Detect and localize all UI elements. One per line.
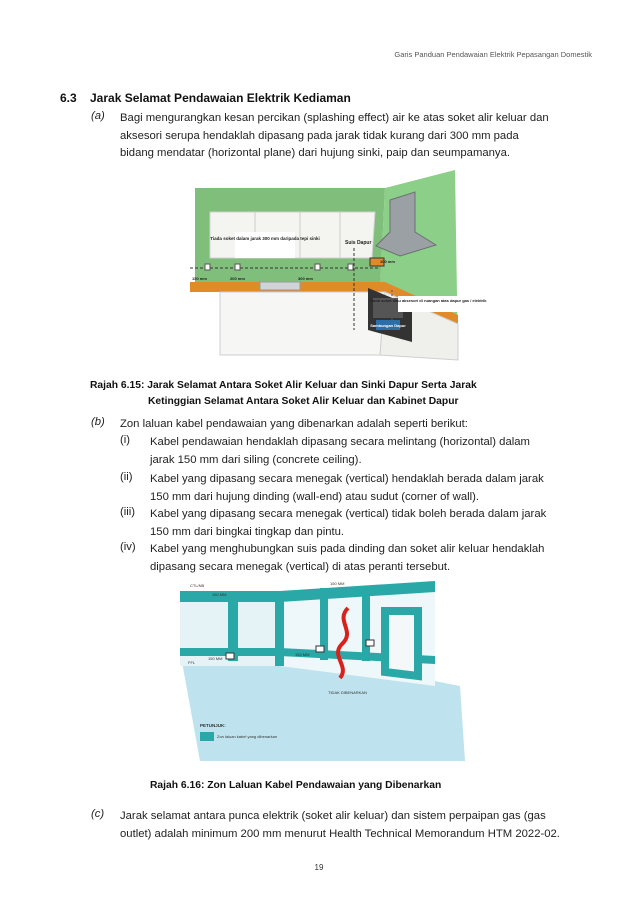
para-c-line-2: outlet) adalah minimum 200 mm menurut Health Technical Memorandum HTM 2022-02. (120, 827, 560, 840)
item-iii-line-2: 150 mm dari bingkai tingkap dan pintu. (150, 525, 345, 538)
item-iv-number: (iv) (120, 541, 136, 553)
label-100mm: 100 mm (380, 259, 395, 264)
para-a-label: (a) (91, 110, 105, 122)
label-tidak-dibenarkan: TIDAK DIBENARKAN (328, 690, 367, 695)
label-gas-note: Tiada soket atau aksesori di ruangan atas dapur gas / elektrik (369, 298, 487, 303)
lower-cabinets (220, 292, 385, 355)
doorway (385, 611, 418, 676)
para-c-label: (c) (91, 808, 105, 820)
section-number: 6.3 (60, 91, 77, 105)
item-iii-number: (iii) (120, 506, 136, 518)
para-a-line-2: aksesori serupa hendaklah dipasang pada jarak tidak kurang dari 300 mm pada (120, 129, 519, 142)
label-sambungan-dapur: Sambungan Dapur (370, 323, 406, 328)
label-300mm: 300 mm (298, 276, 313, 281)
label-150mm-c: 150 MM (295, 652, 310, 657)
para-a-line-3: bidang mendatar (horizontal plane) dari hujung sinki, paip dan seumpamanya. (120, 147, 510, 159)
label-150mm: 150 mm (192, 276, 207, 281)
item-i-line-1: Kabel pendawaian hendaklah dipasang secara melintang (horizontal) dalam (150, 436, 530, 448)
label-sink-note: Tiada soket dalam jarak 300 mm daripada tepi sinki (210, 236, 320, 241)
item-i-number: (i) (120, 434, 131, 446)
item-i-line-2: jarak 150 mm dari siling (concrete ceiling). (150, 453, 362, 466)
vertical-cable-zone-1 (228, 591, 238, 661)
para-b-label: (b) (91, 416, 105, 428)
section-title: Jarak Selamat Pendawaian Elektrik Kediaman (90, 91, 351, 105)
cable-zone-illustration (180, 576, 470, 766)
item-ii-line-1: Kabel yang dipasang secara menegak (vertical) hendaklah berada dalam jarak (150, 473, 544, 485)
caption-615-line-2: Ketinggian Selamat Antara Soket Alir Keluar dan Kabinet Dapur (148, 396, 459, 407)
para-b-intro: Zon laluan kabel pendawaian yang dibenarkan adalah seperti berikut: (120, 418, 468, 430)
running-header: Garis Panduan Pendawaian Elektrik Pepasangan Domestik (394, 50, 592, 59)
legend-text: Zon laluan kabel yang dibenarkan (217, 734, 278, 739)
item-i (150, 434, 580, 469)
item-iii-line-1: Kabel yang dipasang secara menegak (vertical) tidak boleh berada dalam jarak (150, 508, 547, 520)
para-c-line-1: Jarak selamat antara punca elektrik (soket alir keluar) dan sistem perpaipan gas (gas (120, 810, 546, 822)
label-150mm-b: 150 MM (208, 656, 223, 661)
para-c (120, 808, 580, 843)
para-a-line-1: Bagi mengurangkan kesan percikan (splashing effect) air ke atas soket alir keluar dan (120, 112, 549, 124)
section-heading (60, 91, 351, 105)
item-iv-line-1: Kabel yang menghubungkan suis pada dinding dan soket alir keluar hendaklah (150, 543, 545, 555)
legend-swatch (200, 732, 214, 741)
item-iii (150, 506, 580, 541)
legend-title: PETUNJUK: (200, 723, 226, 728)
label-150mm-top: 150 MM (330, 581, 345, 586)
corner-cable-zone (275, 591, 284, 666)
item-ii-line-2: 150 mm dari hujung dinding (wall-end) atau sudut (corner of wall). (150, 490, 480, 503)
label-200mm: 200 mm (230, 276, 245, 281)
item-ii-number: (ii) (120, 471, 133, 483)
label-150mm-a: 150 MM (212, 592, 227, 597)
label-ffl: FFL (188, 660, 196, 665)
figure-6-16-caption: Rajah 6.16: Zon Laluan Kabel Pendawaian yang Dibenarkan (150, 780, 442, 791)
caption-615-line-1: Rajah 6.15: Jarak Selamat Antara Soket Alir Keluar dan Sinki Dapur Serta Jarak (90, 380, 477, 391)
sink (260, 282, 300, 290)
page-number: 19 (314, 863, 324, 872)
para-a (120, 110, 580, 163)
item-iv (150, 541, 580, 576)
item-iv-line-2: dipasang secara menegak (vertical) di atas peranti tersebut. (150, 560, 451, 573)
item-ii (150, 471, 580, 506)
label-ctl-nb: CTL/NB (190, 583, 205, 588)
label-suis-dapur: Suis Dapur (345, 240, 372, 246)
kitchen-illustration (180, 170, 487, 360)
figure-6-15-caption (90, 378, 550, 410)
